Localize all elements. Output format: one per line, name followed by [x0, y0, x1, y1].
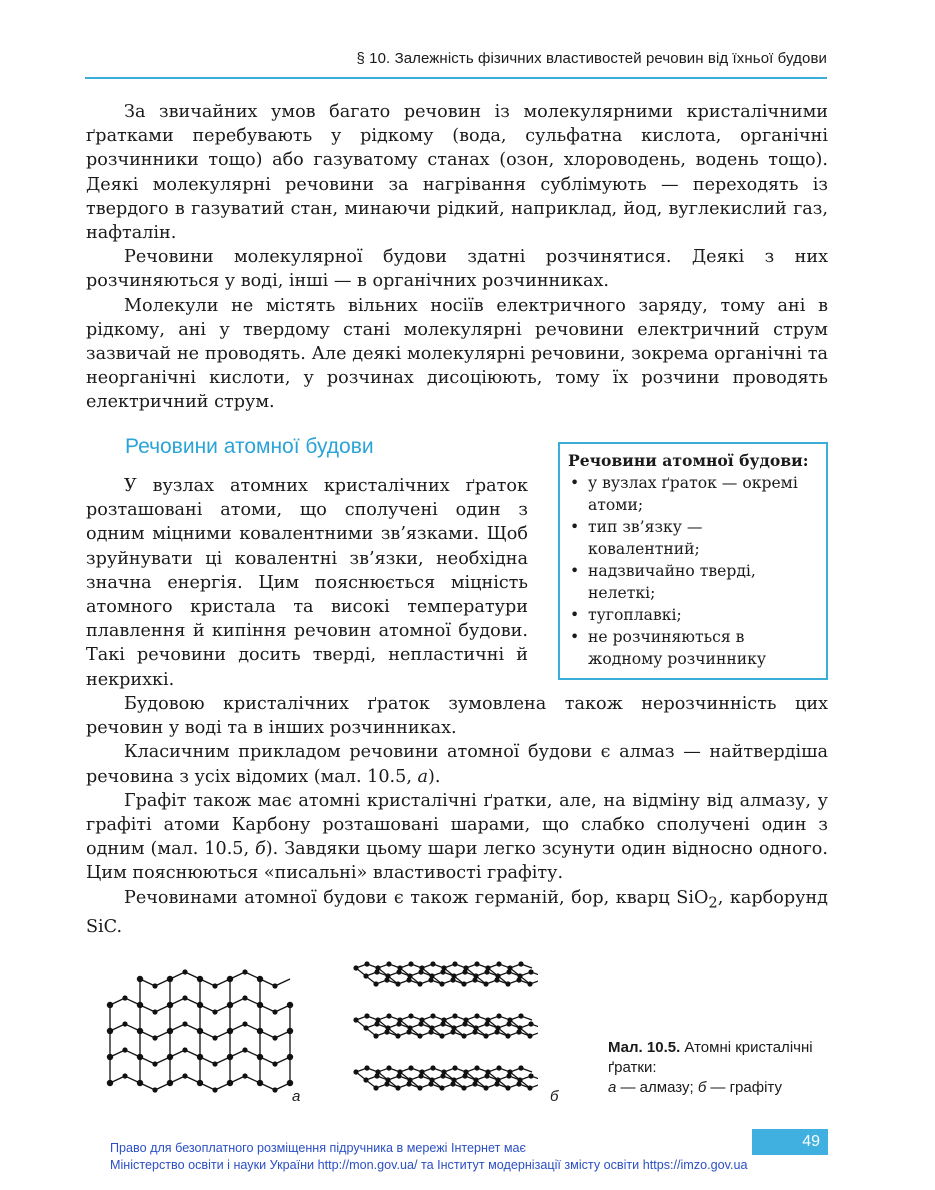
atom-dot — [496, 961, 501, 966]
atom-dot — [494, 977, 499, 982]
atom-dot — [257, 1080, 263, 1086]
atom-dot — [137, 1002, 143, 1008]
atom-dot — [242, 969, 247, 974]
atom-dot — [518, 1013, 523, 1018]
atom-dot — [287, 1002, 293, 1008]
intro-text-block — [86, 100, 828, 415]
atom-dot — [505, 1033, 510, 1038]
atom-dot — [257, 976, 263, 982]
atom-dot — [374, 969, 379, 974]
atom-dot — [167, 1054, 173, 1060]
atom-dot — [242, 1073, 247, 1078]
atom-dot — [408, 1065, 413, 1070]
atom-dot — [212, 1009, 217, 1014]
atom-dot — [227, 976, 233, 982]
atom-dot — [197, 1028, 203, 1034]
section-title: Речовини атомної будови — [125, 435, 374, 458]
column-text — [86, 474, 528, 692]
atom-dot — [373, 1085, 378, 1090]
atom-dot — [428, 977, 433, 982]
atom-dot — [257, 1054, 263, 1060]
atom-dot — [107, 1002, 113, 1008]
atom-dot — [406, 1029, 411, 1034]
paragraph: Речовини молекулярної будови здатні розчинятися. Деякі з них розчиняються у воді, інші — в органічних розчинниках. — [86, 247, 828, 292]
atom-dot — [152, 1009, 157, 1014]
atom-dot — [450, 1029, 455, 1034]
atom-dot — [418, 1073, 423, 1078]
atom-dot — [167, 1028, 173, 1034]
text-run: , карборунд SiC. — [86, 887, 828, 938]
atom-dot — [384, 1029, 389, 1034]
caption-label: Мал. 10.5. — [608, 1039, 681, 1056]
footer — [110, 1140, 747, 1174]
figure-caption — [608, 1038, 818, 1098]
atom-dot — [137, 976, 143, 982]
atom-dot — [461, 1033, 466, 1038]
atom-dot — [439, 1033, 444, 1038]
atom-dot — [152, 1087, 157, 1092]
atom-dot — [484, 969, 489, 974]
header-rule — [85, 77, 827, 79]
after-text-block — [86, 692, 828, 940]
atom-dot — [242, 1047, 247, 1052]
caption-text: — графіту — [706, 1079, 782, 1096]
text-run: Графіт також має атомні кристалічні ґратки, але, на відміну від алмазу, у графіті атоми Карбону розташовані шарами, що слабко сполучені один з одним (мал. 10.5, — [86, 790, 828, 860]
list-item: • тугоплавкі; — [568, 604, 818, 626]
atom-dot — [373, 1033, 378, 1038]
list-item: • тип зв’язку — ковалентний; — [568, 516, 818, 560]
atom-dot — [197, 1080, 203, 1086]
atom-dot — [107, 1080, 113, 1086]
atom-dot — [527, 1085, 532, 1090]
atom-dot — [430, 1013, 435, 1018]
atom-dot — [364, 1065, 369, 1070]
text-run: ). Завдяки цьому шари легко зсунути один відносно одного. Цим пояснюються «писальні» властивості графіту. — [86, 839, 828, 884]
atom-dot — [384, 1081, 389, 1086]
atom-dot — [484, 1073, 489, 1078]
atom-dot — [506, 969, 511, 974]
list-item: • не розчиняються в жодному розчиннику — [568, 626, 818, 670]
atom-dot — [474, 961, 479, 966]
atom-dot — [418, 969, 423, 974]
atom-dot — [518, 1065, 523, 1070]
atom-dot — [428, 1081, 433, 1086]
atom-dot — [450, 1081, 455, 1086]
page-number: 49 — [752, 1129, 828, 1155]
atom-dot — [386, 961, 391, 966]
paragraph — [86, 740, 828, 788]
atom-dot — [227, 1080, 233, 1086]
paragraph: Молекули не містять вільних носіїв електричного заряду, тому ані в рідкому, ані у твердому стані молекулярні речовини електричний струм зазвичай не проводять. Але деякі молекулярні речовини, зокрема органічні та неорганічні кислоти, у розчинах дисоціюють, тому їх розчини проводять електричний струм. — [86, 295, 828, 413]
atom-dot — [212, 1087, 217, 1092]
text-run: Речовинами атомної будови є також германій, бор, кварц SiO — [124, 887, 709, 908]
atom-dot — [272, 1009, 277, 1014]
atom-dot — [440, 969, 445, 974]
atom-dot — [167, 976, 173, 982]
atom-dot — [406, 1081, 411, 1086]
atom-dot — [462, 1073, 467, 1078]
atom-dot — [506, 1021, 511, 1026]
atom-dot — [257, 1002, 263, 1008]
atom-dot — [528, 1073, 533, 1078]
atom-dot — [122, 1021, 127, 1026]
atom-dot — [212, 983, 217, 988]
atom-dot — [516, 1081, 521, 1086]
atom-dot — [484, 1021, 489, 1026]
atom-dot — [353, 1069, 358, 1074]
footer-line: Право для безоплатного розміщення підручника в мережі Інтернет має — [110, 1141, 526, 1155]
footer-line: Міністерство освіти і науки України http://mon.gov.ua/ та Інститут модернізації змісту освіти https://imzo.gov.ua — [110, 1158, 748, 1172]
atom-dot — [452, 1065, 457, 1070]
atom-dot — [182, 1047, 187, 1052]
atom-dot — [386, 1065, 391, 1070]
summary-list — [568, 472, 818, 670]
caption-a: а — [608, 1079, 617, 1096]
atom-dot — [396, 969, 401, 974]
atom-dot — [472, 1029, 477, 1034]
figure-label-a: а — [292, 1088, 301, 1105]
atom-dot — [474, 1065, 479, 1070]
atom-dot — [418, 1021, 423, 1026]
atom-dot — [474, 1013, 479, 1018]
atom-dot — [417, 1033, 422, 1038]
atom-dot — [396, 1073, 401, 1078]
atom-dot — [182, 1021, 187, 1026]
atom-dot — [461, 1085, 466, 1090]
atom-dot — [227, 1002, 233, 1008]
atom-dot — [518, 961, 523, 966]
atom-dot — [374, 1073, 379, 1078]
atom-dot — [107, 1054, 113, 1060]
figure-label-b: б — [550, 1088, 559, 1105]
atom-dot — [516, 977, 521, 982]
atom-dot — [122, 1073, 127, 1078]
atom-dot — [167, 1080, 173, 1086]
text-run: Класичним прикладом речовини атомної будови є алмаз — найтвердіша речовина з усіх відомих (мал. 10.5, — [86, 742, 828, 787]
atom-dot — [373, 981, 378, 986]
atom-dot — [417, 1085, 422, 1090]
atom-dot — [364, 961, 369, 966]
caption-text: Атомні кристалічні ґратки: — [608, 1039, 813, 1076]
atom-dot — [395, 1085, 400, 1090]
paragraph — [86, 886, 828, 940]
atom-dot — [395, 1033, 400, 1038]
atom-dot — [483, 1033, 488, 1038]
atom-dot — [363, 973, 368, 978]
atom-dot — [472, 977, 477, 982]
atom-dot — [452, 1013, 457, 1018]
atom-dot — [122, 995, 127, 1000]
atom-dot — [227, 1054, 233, 1060]
caption-text: — алмазу; — [616, 1079, 698, 1096]
list-item: • надзвичайно тверді, нелеткі; — [568, 560, 818, 604]
atom-dot — [137, 1080, 143, 1086]
atom-dot — [182, 1073, 187, 1078]
subscript: 2 — [708, 894, 718, 912]
list-item: • у вузлах ґраток — окремі атоми; — [568, 472, 818, 516]
atom-dot — [528, 969, 533, 974]
atom-dot — [122, 1047, 127, 1052]
atom-dot — [440, 1021, 445, 1026]
atom-dot — [272, 983, 277, 988]
atom-dot — [364, 1013, 369, 1018]
atom-dot — [452, 961, 457, 966]
atom-dot — [505, 1085, 510, 1090]
atom-dot — [363, 1077, 368, 1082]
atom-dot — [406, 977, 411, 982]
atom-dot — [430, 961, 435, 966]
caption-b: б — [697, 1079, 707, 1096]
atom-dot — [386, 1013, 391, 1018]
atom-dot — [363, 1025, 368, 1030]
atom-dot — [353, 965, 358, 970]
atom-dot — [450, 977, 455, 982]
atom-dot — [396, 1021, 401, 1026]
diamond-lattice-image — [100, 965, 310, 1100]
atom-dot — [417, 981, 422, 986]
summary-box-title: Речовини атомної будови: — [568, 451, 809, 470]
figure-ref-a: а — [417, 766, 429, 787]
atom-dot — [152, 983, 157, 988]
atom-dot — [439, 1085, 444, 1090]
atom-dot — [527, 981, 532, 986]
figure-ref-b: б — [255, 839, 266, 860]
atom-dot — [182, 995, 187, 1000]
atom-dot — [272, 1061, 277, 1066]
atom-dot — [272, 1035, 277, 1040]
paragraph — [86, 789, 828, 886]
atom-dot — [257, 1028, 263, 1034]
atom-dot — [137, 1028, 143, 1034]
atom-dot — [272, 1087, 277, 1092]
atom-dot — [430, 1065, 435, 1070]
atom-dot — [472, 1081, 477, 1086]
atom-dot — [287, 1080, 293, 1086]
summary-box — [558, 442, 828, 680]
atom-dot — [462, 969, 467, 974]
atom-dot — [516, 1029, 521, 1034]
paragraph: У вузлах атомних кристалічних ґраток розташовані атоми, що сполучені один з одним міцними ковалентними зв’язками. Щоб зруйнувати ці ковалентні зв’язки, необхідна значна енергія. Цим пояснюється міцність атомного кристала та високі температури плавлення й кипіння речовин атомної будови. Такі речовини досить тверді, непластичні й некрихкі. — [86, 476, 528, 690]
atom-dot — [353, 1017, 358, 1022]
atom-dot — [212, 1035, 217, 1040]
atom-dot — [384, 977, 389, 982]
text-run: ). — [428, 766, 441, 787]
atom-dot — [152, 1061, 157, 1066]
atom-dot — [212, 1061, 217, 1066]
atom-dot — [197, 1054, 203, 1060]
atom-dot — [197, 1002, 203, 1008]
atom-dot — [395, 981, 400, 986]
atom-dot — [527, 1033, 532, 1038]
atom-dot — [152, 1035, 157, 1040]
atom-dot — [408, 1013, 413, 1018]
atom-dot — [439, 981, 444, 986]
atom-dot — [137, 1054, 143, 1060]
graphite-lattice-image — [348, 960, 538, 1100]
atom-dot — [227, 1028, 233, 1034]
atom-dot — [197, 976, 203, 982]
atom-dot — [496, 1013, 501, 1018]
atom-dot — [505, 981, 510, 986]
atom-dot — [528, 1021, 533, 1026]
atom-dot — [462, 1021, 467, 1026]
atom-dot — [408, 961, 413, 966]
atom-dot — [483, 1085, 488, 1090]
atom-dot — [461, 981, 466, 986]
atom-dot — [496, 1065, 501, 1070]
atom-dot — [182, 969, 187, 974]
paragraph: За звичайних умов багато речовин із молекулярними кристалічними ґратками перебувають у рідкому (вода, сульфатна кислота, органічні розчинники тощо) або газуватому станах (озон, хлороводень, водень тощо). Деякі молекулярні речовини за нагрівання сублімують — переходять із твердого в газуватий стан, минаючи рідкий, наприклад, йод, вуглекислий газ, нафталін. — [86, 102, 828, 244]
atom-dot — [287, 1054, 293, 1060]
atom-dot — [242, 995, 247, 1000]
atom-dot — [167, 1002, 173, 1008]
atom-dot — [494, 1081, 499, 1086]
running-header: § 10. Залежність фізичних властивостей речовин від їхньої будови — [356, 50, 827, 67]
atom-dot — [242, 1021, 247, 1026]
atom-dot — [107, 1028, 113, 1034]
atom-dot — [483, 981, 488, 986]
atom-dot — [494, 1029, 499, 1034]
atom-dot — [428, 1029, 433, 1034]
atom-dot — [440, 1073, 445, 1078]
atom-dot — [374, 1021, 379, 1026]
atom-dot — [287, 1028, 293, 1034]
atom-dot — [506, 1073, 511, 1078]
paragraph: Будовою кристалічних ґраток зумовлена також нерозчинність цих речовин у воді та в інших розчинниках. — [86, 694, 828, 739]
